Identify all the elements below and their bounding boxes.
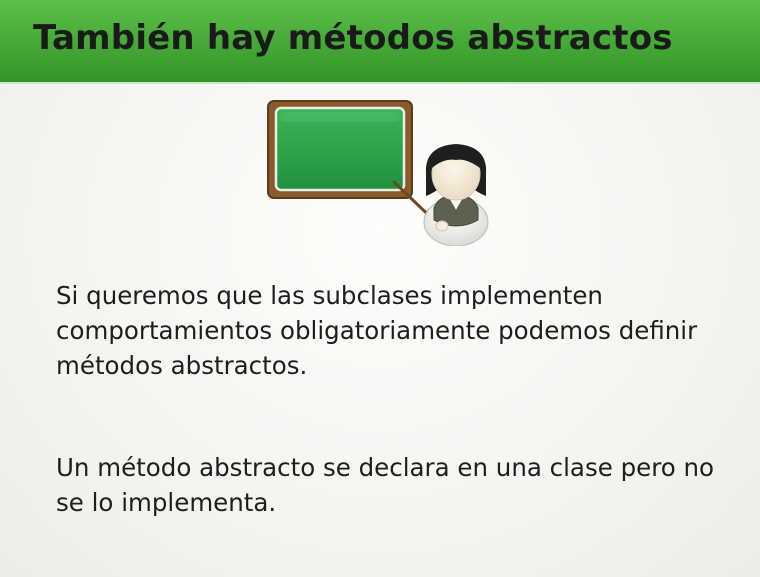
chalkboard: [268, 101, 412, 198]
title-bar: [0, 0, 760, 84]
paragraph-abstract-method: Un método abstracto se declara en una clase pero no se lo implementa.: [56, 453, 715, 517]
teacher: [424, 144, 488, 246]
slide-title: También hay métodos abstractos: [33, 18, 673, 58]
teacher-at-chalkboard-icon: [262, 96, 502, 246]
paragraph-subclasses: Si queremos que las subclases implementen comportamientos obligatoriamente podemos definir métodos abstractos.: [56, 281, 698, 380]
